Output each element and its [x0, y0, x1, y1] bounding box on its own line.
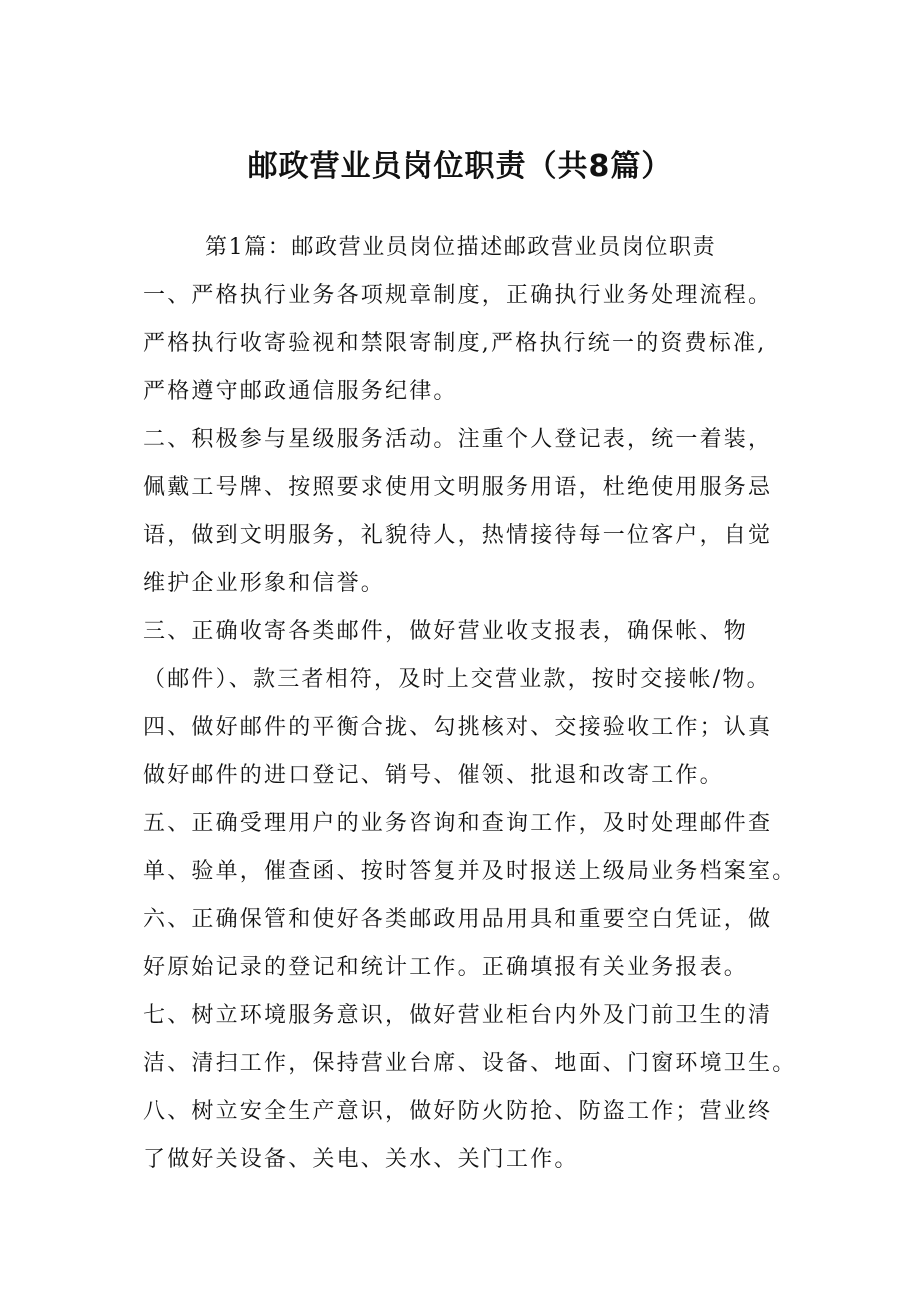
body-line: 五、正确受理用户的业务咨询和查询工作，及时处理邮件查 — [143, 811, 773, 836]
body-line: 四、做好邮件的平衡合拢、勾挑核对、交接验收工作；认真 — [143, 715, 773, 740]
body-line: 二、积极参与星级服务活动。注重个人登记表，统一着装， — [143, 427, 773, 452]
body-line: 一、严格执行业务各项规章制度，正确执行业务处理流程。 — [143, 283, 773, 308]
body-line: 语，做到文明服务，礼貌待人，热情接待每一位客户，自觉 — [143, 523, 773, 548]
body-line: 八、树立安全生产意识，做好防火防抢、防盗工作；营业终 — [143, 1099, 773, 1124]
body-line: 了做好关设备、关电、关水、关门工作。 — [143, 1147, 579, 1172]
body-line: （邮件）、款三者相符，及时上交营业款，按时交接帐/物。 — [143, 667, 771, 692]
body-line: 单、验单，催查函、按时答复并及时报送上级局业务档案室。 — [143, 859, 797, 884]
body-line: 六、正确保管和使好各类邮政用品用具和重要空白凭证，做 — [143, 907, 773, 932]
body-line: 七、树立环境服务意识，做好营业柜台内外及门前卫生的清 — [143, 1003, 773, 1028]
chapter-heading: 第1篇：邮政营业员岗位描述邮政营业员岗位职责 — [205, 235, 717, 260]
body-line: 三、正确收寄各类邮件，做好营业收支报表，确保帐、物 — [143, 619, 749, 644]
body-line: 洁、清扫工作，保持营业台席、设备、地面、门窗环境卫生。 — [143, 1051, 797, 1076]
body-line: 严格执行收寄验视和禁限寄制度,严格执行统一的资费标准, — [143, 331, 767, 356]
body-line: 佩戴工号牌、按照要求使用文明服务用语，杜绝使用服务忌 — [143, 475, 773, 500]
page-title: 邮政营业员岗位职责（共8篇） — [247, 149, 673, 184]
body-line: 严格遵守邮政通信服务纪律。 — [143, 379, 458, 404]
body-line: 好原始记录的登记和统计工作。正确填报有关业务报表。 — [143, 955, 749, 980]
body-line: 做好邮件的进口登记、销号、催领、批退和改寄工作。 — [143, 763, 724, 788]
document-body — [143, 224, 803, 1184]
body-line: 维护企业形象和信誉。 — [143, 571, 386, 596]
